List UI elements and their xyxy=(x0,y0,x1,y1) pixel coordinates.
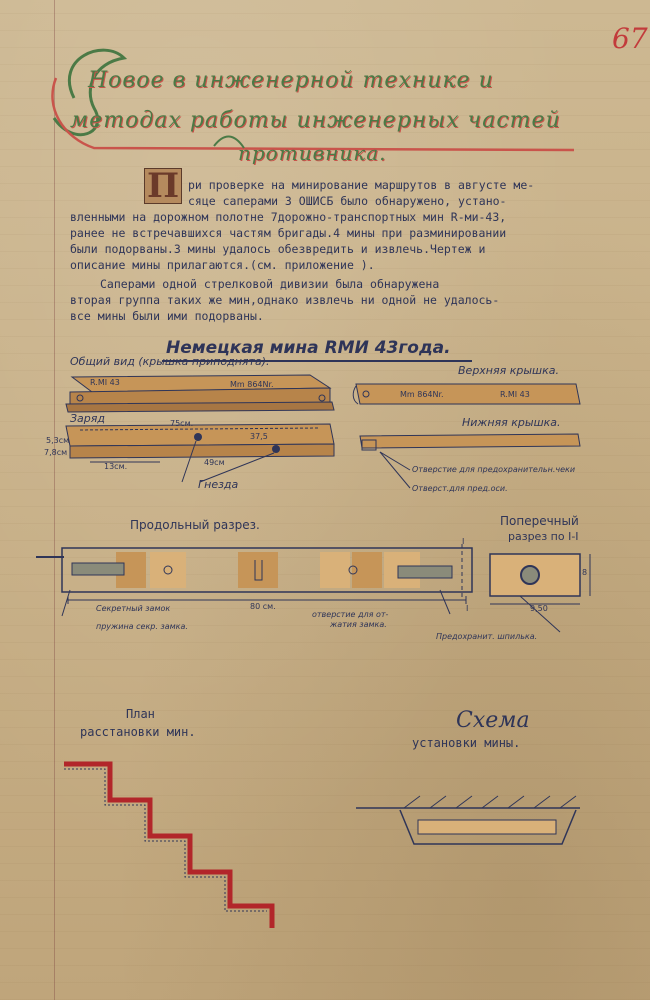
label-cross: Поперечный xyxy=(500,514,579,528)
label-rmi43-2: R.MI 43 xyxy=(500,390,530,399)
bottom-cover-drawing xyxy=(360,434,580,488)
label-bottom-cover: Нижняя крышка. xyxy=(462,416,561,429)
title-line-3: противника. xyxy=(238,141,387,165)
label-general-view: Общий вид (крышка приподнята). xyxy=(70,355,270,368)
label-dim-75: 75см. xyxy=(170,419,194,428)
label-rmi43: R.MI 43 xyxy=(90,378,120,387)
page-number: 67 xyxy=(612,22,648,55)
label-dim-49: 49см xyxy=(204,458,225,467)
label-spring: пружина секр. замка. xyxy=(96,622,188,631)
body-line: сяце саперами 3 ОШИСБ было обнаружено, устано- xyxy=(188,194,507,208)
plan-subtitle: расстановки мин. xyxy=(80,725,196,739)
label-secret-lock: Секретный замок xyxy=(96,604,171,613)
body-line: Саперами одной стрелковой дивизии была обнаружена xyxy=(100,277,440,291)
label-dim-5-3: 5,3см xyxy=(46,436,70,445)
label-dim-80: 80 см. xyxy=(250,602,276,611)
scheme-title: Схема xyxy=(456,708,530,733)
dropcap: П xyxy=(144,168,182,204)
label-hole-fuse-axis: Отверст.для пред.оси. xyxy=(412,484,508,493)
plan-title: План xyxy=(126,707,155,721)
body-line: все мины были ими подорваны. xyxy=(70,309,264,323)
label-dim-7-8: 7,8см xyxy=(44,448,68,457)
label-hole-lock: отверстие для от- xyxy=(312,610,389,619)
label-nests: Гнезда xyxy=(198,478,239,491)
body-line: ранее не встречавшихся частям бригады.4 мины при разминировании xyxy=(70,226,507,240)
body-line: вленными на дорожном полотне 7дорожно-транспортных мин R-ми-43, xyxy=(70,210,507,224)
top-cover-drawing xyxy=(353,384,580,404)
cross-section-drawing xyxy=(490,554,590,632)
label-mm-number: Mm 864Nr. xyxy=(230,380,274,389)
label-hole-lock-2: жатия замка. xyxy=(330,620,387,629)
label-dim-9-50: 9,50 xyxy=(530,604,548,613)
body-line: ри проверке на минирование маршрутов в августе ме- xyxy=(188,178,535,192)
charge-drawing xyxy=(66,424,334,482)
label-dim-37-5: 37,5 xyxy=(250,432,268,441)
installation-scheme-drawing xyxy=(356,796,580,844)
marker-section-I-2: I xyxy=(466,604,469,613)
marker-section-I: I xyxy=(462,537,465,546)
mine-plan-stairs xyxy=(64,764,272,928)
mine-heading: Немецкая мина RМИ 43года. xyxy=(166,338,451,358)
body-line: описание мины прилагаются.(см. приложение ). xyxy=(70,258,375,272)
label-longitudinal: Продольный разрез. xyxy=(130,518,260,532)
body-line: вторая группа таких же мин,однако извлечь ни одной не удалось- xyxy=(70,293,500,307)
label-safety-pin: Предохранит. шпилька. xyxy=(436,632,538,641)
label-dim-8: 8 xyxy=(582,568,588,577)
title-line-1: Новое в инженерной технике и xyxy=(88,68,494,93)
label-cross-2: разрез по I-I xyxy=(508,530,579,543)
label-charge: Заряд xyxy=(70,412,105,425)
body-line: были подорваны.3 мины удалось обезвредить и извлечь.Чертеж и xyxy=(70,242,486,256)
label-dim-13: 13см. xyxy=(104,462,128,471)
label-hole-fuse-pin: Отверстие для предохранительн.чеки xyxy=(412,465,576,474)
scheme-subtitle: установки мины. xyxy=(412,736,521,750)
label-mm-number-2: Mm 864Nr. xyxy=(400,390,444,399)
label-top-cover: Верхняя крышка. xyxy=(458,364,559,377)
title-line-2: методах работы инженерных частей xyxy=(70,108,561,133)
